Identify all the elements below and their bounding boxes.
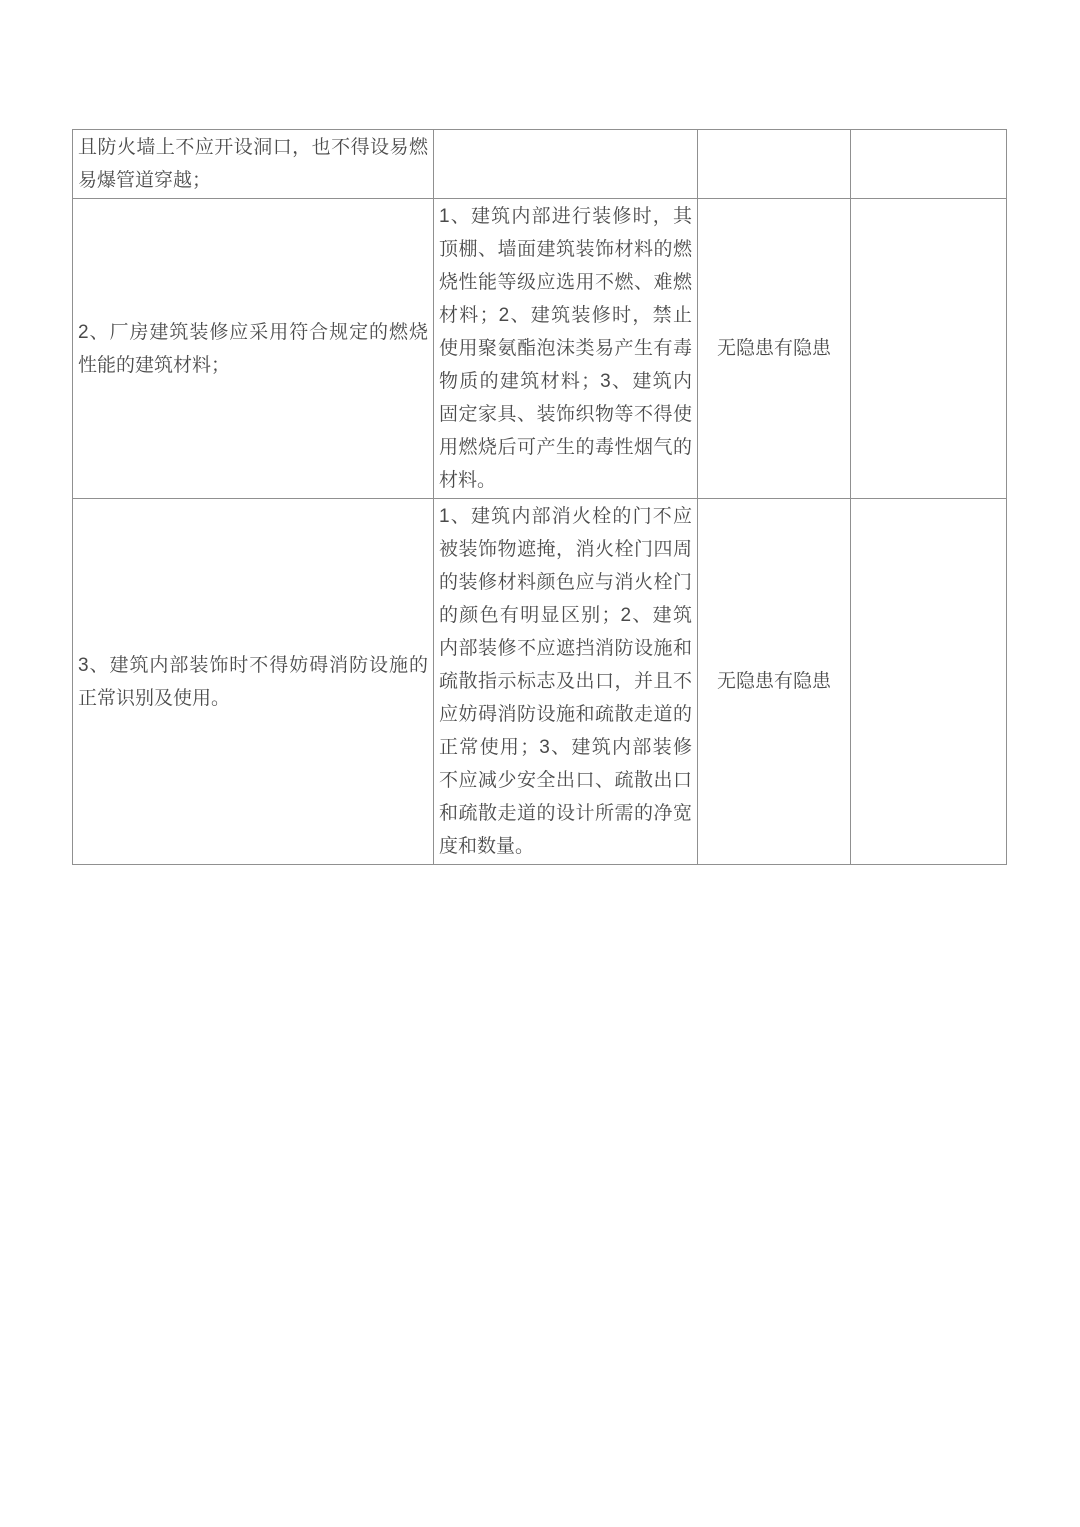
- table-row: [73, 499, 1007, 865]
- item-cell: 2、厂房建筑装修应采用符合规定的燃烧性能的建筑材料；: [73, 199, 434, 499]
- remark-cell: [851, 499, 1007, 865]
- remark-cell: [851, 199, 1007, 499]
- criteria-cell: [434, 130, 698, 199]
- table-row: [73, 199, 1007, 499]
- table-row: [73, 130, 1007, 199]
- item-cell: 3、建筑内部装饰时不得妨碍消防设施的正常识别及使用。: [73, 499, 434, 865]
- result-cell: 无隐患有隐患: [698, 199, 851, 499]
- result-cell: [698, 130, 851, 199]
- criteria-cell: 1、建筑内部消火栓的门不应被装饰物遮掩，消火栓门四周的装修材料颜色应与消火栓门的颜色有明显区别；2、建筑内部装修不应遮挡消防设施和疏散指示标志及出口，并且不应妨碍消防设施和疏散走道的正常使用；3、建筑内部装修不应减少安全出口、疏散出口和疏散走道的设计所需的净宽度和数量。: [434, 499, 698, 865]
- remark-cell: [851, 130, 1007, 199]
- criteria-cell: 1、建筑内部进行装修时，其顶棚、墙面建筑装饰材料的燃烧性能等级应选用不燃、难燃材料；2、建筑装修时，禁止使用聚氨酯泡沫类易产生有毒物质的建筑材料；3、建筑内固定家具、装饰织物等不得使用燃烧后可产生的毒性烟气的材料。: [434, 199, 698, 499]
- inspection-checklist-table: [72, 129, 1007, 865]
- item-cell: 且防火墙上不应开设洞口，也不得设易燃易爆管道穿越；: [73, 130, 434, 199]
- result-cell: 无隐患有隐患: [698, 499, 851, 865]
